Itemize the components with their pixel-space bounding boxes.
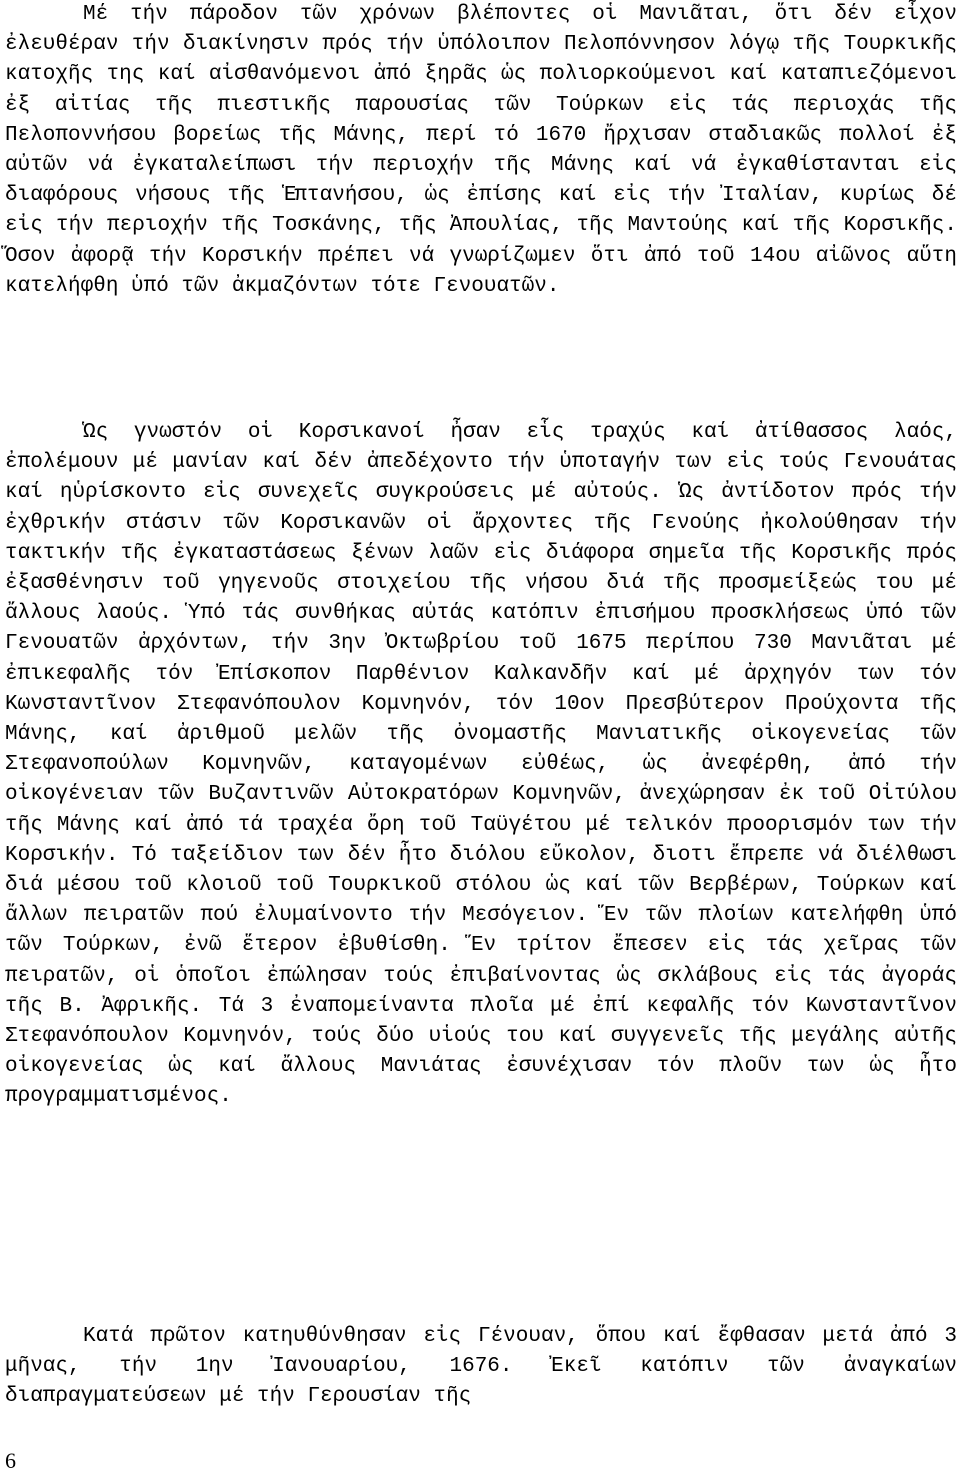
page-number: 6 xyxy=(5,1448,16,1473)
paragraph-1: Μέ τήν πάροδον τῶν χρόνων βλέποντες οἱ Μανιᾶται, ὅτι δέν εἶχον ἐλευθέραν τήν διακίνησιν πρός τήν ὑπόλοιπον Πελοπόννησον λόγῳ τῆς Τουρκικῆς κατοχῆς της καί αἰσθανόμενοι ἀπό ξηρᾶς ὡς πολιορκούμενοι καί καταπιεζόμενοι ἐξ αἰτίας τῆς πιεστικῆς παρουσίας τῶν Τούρκων εἰς τάς περιοχάς τῆς Πελοποννήσου βορείως τῆς Μάνης, περί τό 1670 ἤρχισαν σταδιακῶς πολλοί ἐξ αὐτῶν νά ἐγκαταλείπωσι τήν περιοχήν τῆς Μάνης καί νά ἐγκαθίστανται εἰς διαφόρους νήσους τῆς Ἑπτανήσου, ὡς ἐπίσης καί εἰς τήν Ἰταλίαν, κυρίως δέ εἰς τήν περιοχήν τῆς Τοσκάνης, τῆς Ἀπουλίας, τῆς Μαντούης καί τῆς Κορσικῆς. Ὅσον ἀφορᾷ τήν Κορσικήν πρέπει νά γνωρίζωμεν ὅτι ἀπό τοῦ 14ου αἰῶνος αὕτη κατελήφθη ὑπό τῶν ἀκμαζόντων τότε Γενουατῶν. xyxy=(5,3,957,298)
paragraph-3: Κατά πρῶτον κατηυθύνθησαν εἰς Γένουαν, ὅπου καί ἔφθασαν μετά ἀπό 3 μῆνας, τήν 1ην Ἰανουαρίου, 1676. Ἐκεῖ κατόπιν τῶν ἀναγκαίων διαπραγματεύσεων μέ τήν Γερουσίαν τῆς xyxy=(5,1325,957,1409)
paragraph-2: Ὡς γνωστόν οἱ Κορσικανοί ἦσαν εἷς τραχύς καί ἀτίθασσος λαός, ἐπολέμουν μέ μανίαν καί δέν ἀπεδέχοντο τήν ὑποταγήν των εἰς τούς Γενουάτας καί ηὑρίσκοντο εἰς συνεχεῖς συγκρούσεις μέ αὐτούς. Ὡς ἀντίδοτον πρός τήν ἐχθρικήν στάσιν τῶν Κορσικανῶν οἱ ἄρχοντες τῆς Γενούης ἠκολούθησαν τήν τακτικήν τῆς ἐγκαταστάσεως ξένων λαῶν εἰς διάφορα σημεῖα τῆς Κορσικῆς πρός ἐξασθένησιν τοῦ γηγενοῦς στοιχείου τῆς νήσου διά τῆς προσμείξεώς του μέ ἄλλους λαούς. Ὑπό τάς συνθήκας αὐτάς κατόπιν ἐπισήμου προσκλήσεως ὑπό τῶν Γενουατῶν ἀρχόντων, τήν 3ην Ὀκτωβρίου τοῦ 1675 περίπου 730 Μανιᾶται μέ ἐπικεφαλῆς τόν Ἐπίσκοπον Παρθένιον Καλκανδῆν καί μέ ἀρχηγόν των τόν Κωνσταντῖνον Στεφανόπουλον Κομνηνόν, τόν 10ον Πρεσβύτερον Προύχοντα τῆς Μάνης, καί ἀριθμοῦ μελῶν τῆς ὀνομαστῆς Μανιατικῆς οἰκογενείας τῶν Στεφανοπούλων Κομνηνῶν, καταγομένων εὐθέως, ὡς ἀνεφέρθη, ἀπό τήν οἰκογένειαν τῶν Βυζαντινῶν Αὐτοκρατόρων Κομνηνῶν, ἀνεχώρησαν ἐκ τοῦ Οἰτύλου τῆς Μάνης καί ἀπό τά τραχέα ὄρη τοῦ Ταϋγέτου μέ τελικόν προορισμόν των τήν Κορσικήν. Τό ταξείδιον των δέν ἦτο διόλου εὔκολον, διοτι ἔπρεπε νά διέλθωσι διά μέσου τοῦ κλοιοῦ τοῦ Τουρκικοῦ στόλου ὡς καί τῶν Βερβέρων, Τούρκων καί ἄλλων πειρατῶν πού ἐλυμαίνοντο τήν Μεσόγειον. Ἕν τῶν πλοίων κατελήφθη ὑπό τῶν Τούρκων, ἐνῶ ἕτερον ἐβυθίσθη. Ἕν τρίτον ἔπεσεν εἰς τάς χεῖρας τῶν πειρατῶν, οἱ ὁποῖοι ἐπώλησαν τούς ἐπιβαίνοντας ὡς σκλάβους εἰς τάς ἀγοράς τῆς Β. Ἀφρικῆς. Τά 3 ἐναπομείναντα πλοῖα μέ ἐπί κεφαλῆς τόν Κωνσταντῖνον Στεφανόπουλον Κομνηνόν, τούς δύο υἱούς του καί συγγενεῖς τῆς μεγάλης αὐτῆς οἰκογενείας ὡς καί ἄλλους Μανιάτας ἐσυνέχισαν τόν πλοῦν των ὡς ἦτο προγραμματισμένος. xyxy=(5,421,957,1109)
